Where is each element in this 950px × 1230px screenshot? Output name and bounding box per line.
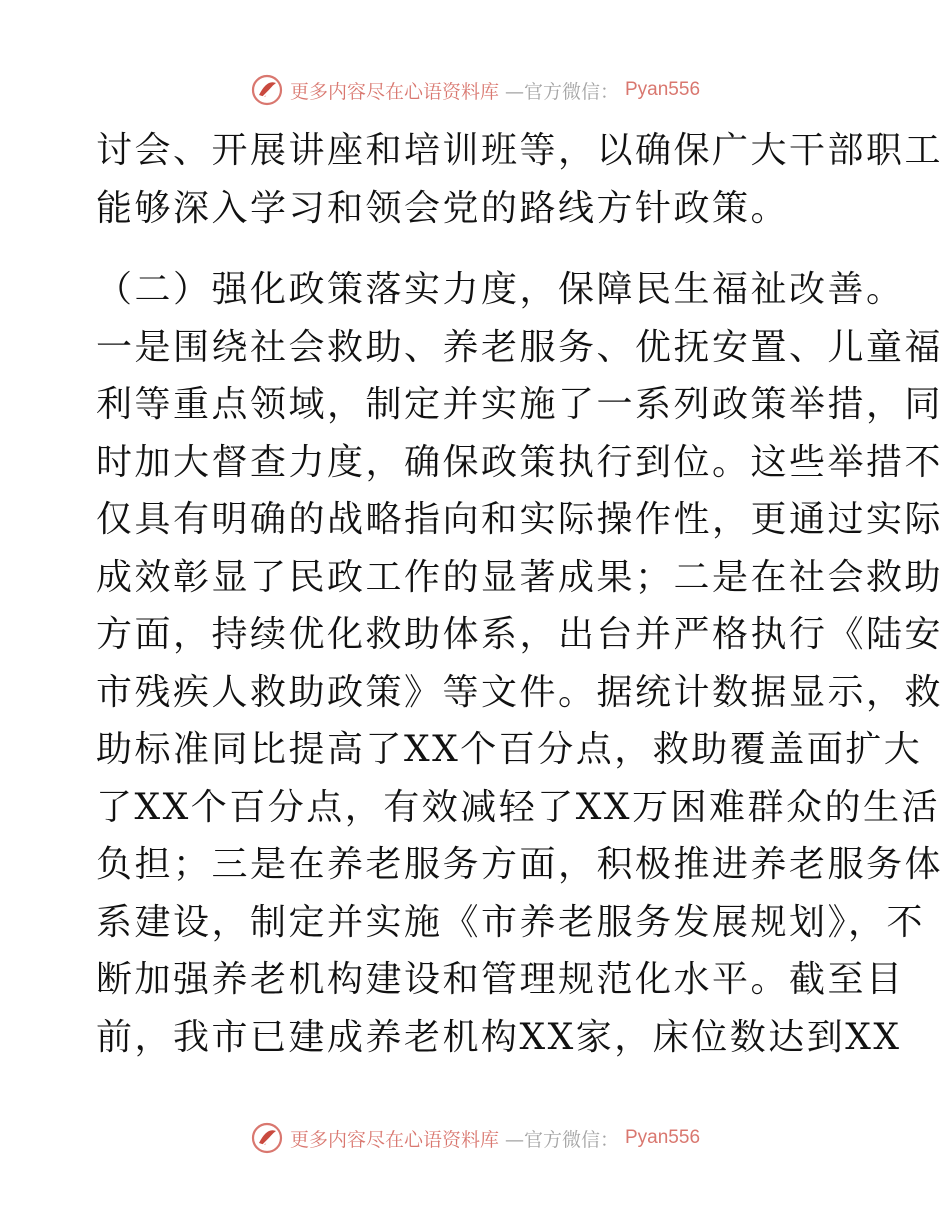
watermark-text-brand: 更多内容尽在心语资料库 [289,80,499,103]
body-line: 时加大督查力度，确保政策执行到位。这些举措不 [96,441,944,483]
watermark-text-brand: 更多内容尽在心语资料库 [289,1128,499,1151]
lotus-pen-logo-icon [250,73,284,107]
body-line: 助标准同比提高了XX个百分点，救助覆盖面扩大 [96,729,923,770]
watermark-text-official: —官方微信： [504,1128,619,1151]
section-heading: （二）强化政策落实力度，保障民生福祉改善。 [96,269,905,310]
watermark-text-id: Pyan556 [625,79,701,100]
body-line: 方面，持续优化救助体系，出台并严格执行《陆安 [96,614,944,655]
watermark-text-official: —官方微信： [504,80,619,103]
footer-watermark [0,1118,950,1158]
document-body [96,122,944,1066]
body-line: 一是围绕社会救助、养老服务、优抚安置、儿童福 [96,326,944,368]
body-line: 成效彰显了民政工作的显著成果；二是在社会救助 [96,556,944,598]
body-line: 仅具有明确的战略指向和实际操作性，更通过实际 [96,499,944,540]
body-line: 系建设，制定并实施《市养老服务发展规划》，不 [96,901,926,943]
body-line: 市残疾人救助政策》等文件。据统计数据显示，救 [96,671,944,713]
body-line: 能够深入学习和领会党的路线方针政策。 [96,187,790,229]
body-line: 利等重点领域，制定并实施了一系列政策举措，同 [96,384,944,425]
body-line: 负担；三是在养老服务方面，积极推进养老服务体 [96,844,944,885]
watermark-text-id: Pyan556 [625,1127,701,1148]
header-watermark [0,70,950,110]
body-line: 讨会、开展讲座和培训班等，以确保广大干部职工 [96,130,944,171]
body-line: 了XX个百分点，有效减轻了XX万困难群众的生活 [96,786,941,828]
body-line: 前，我市已建成养老机构XX家，床位数达到XX [96,1016,902,1058]
lotus-pen-logo-icon [250,1121,284,1155]
body-line: 断加强养老机构建设和管理规范化水平。截至目 [96,959,905,1000]
